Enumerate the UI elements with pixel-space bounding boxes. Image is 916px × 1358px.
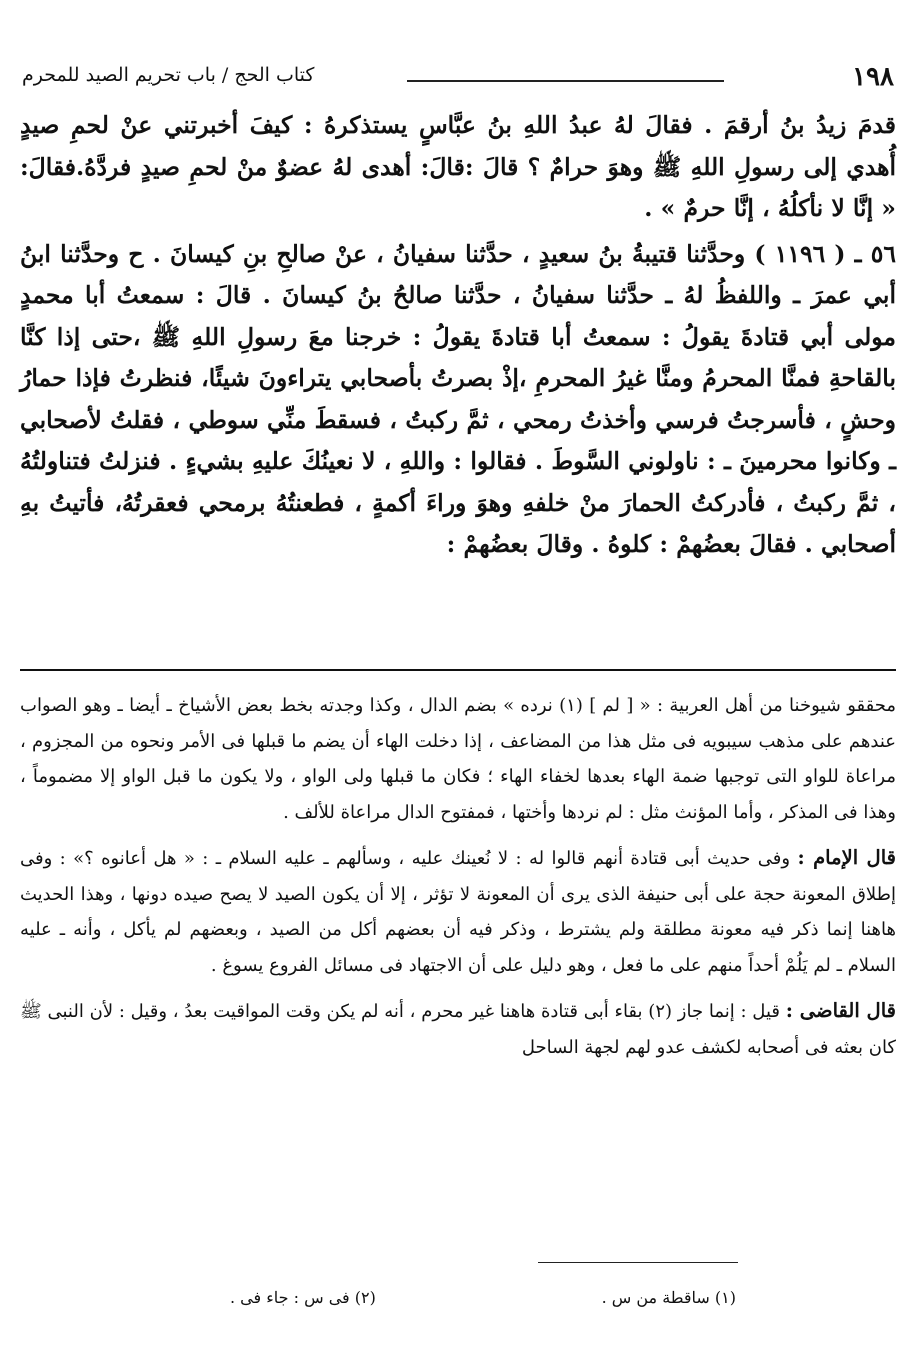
- section-divider: [20, 669, 896, 671]
- commentary-text: محققو شيوخنا من أهل العربية : « [ لم ] (١) نرده » بضم الدال ، وكذا وجدته بخط بعض الأشياخ ـ أيضا ـ وهو الصواب عندهم على مذهب سيبويه فى مثل هذا من المضاعف ، إذا دخلت الهاء أن يضم ما قبلها فى الأمر ونحوه من المجزوم ، مراعاة للواو التى توجبها ضمة الهاء بعدها لخفاء الهاء ؛ فكان ما قبلها ولى الواو ، ولا يكون ما قبل الواو إلا مضموماً ، وهذا فى المذكر ، وأما المؤنث مثل : لم نردها وأختها ، فمفتوح الدال مراعاة للألف .: [20, 695, 896, 823]
- footnote-rule: [538, 1262, 738, 1263]
- running-title: كتاب الحج / باب تحريم الصيد للمحرم: [22, 64, 315, 86]
- commentary-paragraph: [20, 840, 896, 983]
- commentary-lead: قال الإمام :: [797, 846, 896, 869]
- footnote: (١) ساقطة من س .: [601, 1288, 736, 1307]
- hadith-paragraph: قدمَ زيدُ بنُ أرقمَ . فقالَ لهُ عبدُ اللهِ بنُ عبَّاسٍ يستذكرهُ : كيفَ أخبرتني عنْ لحمِ صيدٍ أُهدي إلى رسولِ اللهِ ﷺ وهوَ حرامٌ ؟ قالَ :قالَ: أهدى لهُ عضوٌ منْ لحمِ صيدٍ فردَّهُ.فقالَ: « إنَّا لا نأكلُهُ ، إنَّا حرمٌ » .: [20, 111, 896, 222]
- commentary-text: قيل : إنما جاز (٢) بقاء أبى قتادة هاهنا غير محرم ، أنه لم يكن وقت المواقيت بعدُ ، وقيل : لأن النبى ﷺ كان بعثه فى أصحابه لكشف عدو لهم لجهة الساحل: [20, 1001, 896, 1058]
- footnote: (٢) فى س : جاء فى .: [230, 1288, 376, 1307]
- commentary-paragraph: [20, 688, 896, 830]
- running-header: [22, 62, 894, 96]
- commentary: [20, 688, 896, 1075]
- commentary-text: وفى حديث أبى قتادة أنهم قالوا له : لا نُعينك عليه ، وسألهم ـ عليه السلام ـ : « هل أعانوه ؟» : وفى إطلاق المعونة حجة على أبى حنيفة الذى يرى أن المعونة لا تؤثر ، إلا أن يكون الصيد لا يصح صيده دونها ، وهذا الحديث هاهنا إنما ذكر فيه معونة مطلقة ولم يشترط ، وذكر فيه أن بعضهم أكل من الصيد ، وبعضهم لم يأكل ، وأنه ـ عليه السلام ـ لم يَلُمْ أحداً منهم على ما فعل ، وهو دليل على أن الاجتهاد فى مسائل الفروع يسوغ .: [20, 848, 896, 976]
- hadith-text: [20, 105, 896, 570]
- page-number: ١٩٨: [852, 62, 894, 92]
- commentary-paragraph: [20, 993, 896, 1065]
- hadith-paragraph: ٥٦ ـ ( ١١٩٦ ) وحدَّثنا قتيبةُ بنُ سعيدٍ ، حدَّثنا سفيانُ ، عنْ صالحِ بنِ كيسانَ . ح وحدَّثنا ابنُ أبي عمرَ ـ واللفظُ لهُ ـ حدَّثنا سفيانُ ، حدَّثنا صالحُ بنُ كيسانَ . قالَ : سمعتُ أبا محمدٍ مولى أبي قتادةَ يقولُ : سمعتُ أبا قتادةَ يقولُ : خرجنا معَ رسولِ اللهِ ﷺ ،حتى إذا كنَّا بالقاحةِ فمنَّا المحرمُ ومنَّا غيرُ المحرمِ ،إذْ بصرتُ بأصحابي يتراءونَ شيئًا، فنظرتُ فإذا حمارُ وحشٍ ، فأسرجتُ فرسي وأخذتُ رمحي ، ثمَّ ركبتُ ، فسقطَ منِّي سوطي ، فقلتُ لأصحابي ـ وكانوا محرمينَ ـ : ناولوني السَّوطَ . فقالوا : واللهِ ، لا نعينُكَ عليهِ بشيءٍ . فنزلتُ فتناولتُهُ ، ثمَّ ركبتُ ، فأدركتُ الحمارَ منْ خلفهِ وهوَ وراءَ أكمةٍ ، فطعنتُهُ برمحي فعقرتُهُ، فأتيتُ بهِ أصحابي . فقالَ بعضُهمْ : كلوهُ . وقالَ بعضُهمْ :: [20, 239, 896, 558]
- commentary-lead: قال القاضى :: [785, 999, 896, 1022]
- footnotes: [150, 1288, 736, 1312]
- header-rule: [407, 80, 724, 82]
